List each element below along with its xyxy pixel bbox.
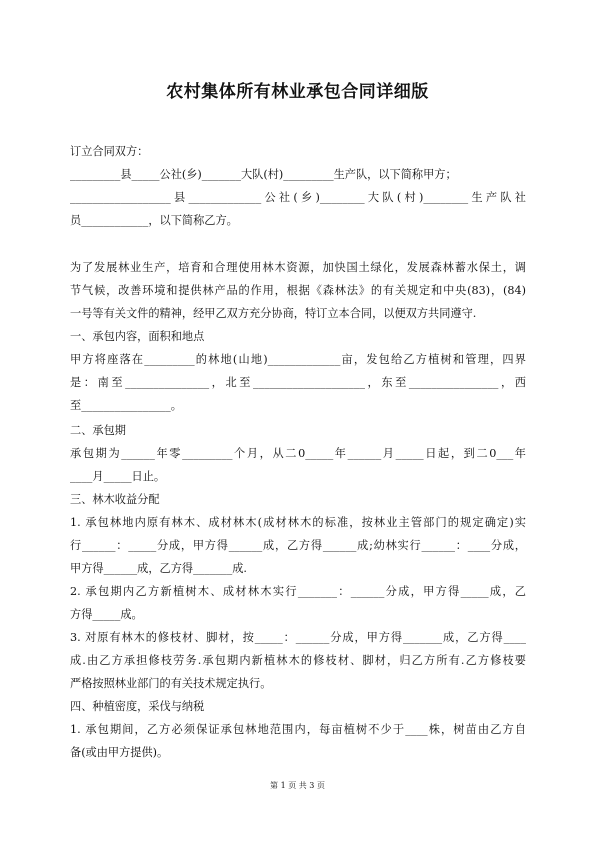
body-line: 三、林木收益分配 xyxy=(70,493,160,506)
body-line: _________县_____公社(乡)_______大队(村)_________生产队，以下简称甲方； xyxy=(70,168,457,181)
body-line: 2. 承包期内乙方新植树木、成材林木实行_______：______分成，甲方得_____成，乙 xyxy=(70,585,526,598)
body-line: 承包期为______年零_________个月，从二0_____年______月_____日起，到二0___年 xyxy=(70,447,526,460)
body-line: 行______：_____分成，甲方得______成，乙方得______成;幼林实行______：____分成， xyxy=(70,539,526,552)
body-line: 方得_____成。 xyxy=(70,608,143,621)
body-line: 至________________。 xyxy=(70,399,182,412)
body-line: ____月_____日止。 xyxy=(70,470,166,483)
body-line: 3. 对原有林木的修枝材、脚材，按_____：______分成，甲方得_______成，乙方得____ xyxy=(70,631,526,644)
body-line: 1. 承包林地内原有林木、成材林木(成材林木的标准，按林业主管部门的规定确定)实 xyxy=(70,516,526,529)
body-line: 1. 承包期间，乙方必须保证承包林地范围内，每亩植树不少于____株，树苗由乙方自 xyxy=(70,723,526,736)
body-line: 节气候，改善环境和提供林产品的作用，根据《森林法》的有关规定和中央(83)，(84) xyxy=(70,284,526,297)
body-line: 订立合同双方： xyxy=(70,145,149,158)
body-line: 员____________，以下简称乙方。 xyxy=(70,214,238,227)
body-line: 一号等有关文件的精神，经甲乙双方充分协商，特订立本合同，以便双方共同遵守. xyxy=(70,307,477,320)
body-line: 四、种植密度，采伐与纳税 xyxy=(70,700,205,713)
body-line: 严格按照林业部门的有关技术规定执行。 xyxy=(70,677,272,690)
body-line: 为了发展林业生产，培育和合理使用林木资源，加快国土绿化，发展森林蓄水保土，调 xyxy=(70,261,526,274)
body-line: 甲方得______成，乙方得_______成. xyxy=(70,562,247,575)
body-line: __________________县_____________公社(乡)________大队(村)________生产队社 xyxy=(70,191,526,204)
body-line: 二、承包期 xyxy=(70,424,126,437)
page-footer: 第 1 页 共 3 页 xyxy=(270,781,325,790)
document-title: 农村集体所有林业承包合同详细版 xyxy=(166,82,429,102)
body-line: 成.由乙方承担修枝劳务.承包期内新植林木的修枝材、脚材，归乙方所有.乙方修枝要 xyxy=(70,654,526,667)
body-line: 一、承包内容，面积和地点 xyxy=(70,330,205,343)
body-line: 是：南至_______________，北至____________________，东至________________，西 xyxy=(70,376,526,389)
body-line: 甲方将座落在_________的林地(山地)_____________亩，发包给乙方植树和管理，四界 xyxy=(70,353,526,366)
body-line: 备(或由甲方提供)。 xyxy=(70,746,169,759)
